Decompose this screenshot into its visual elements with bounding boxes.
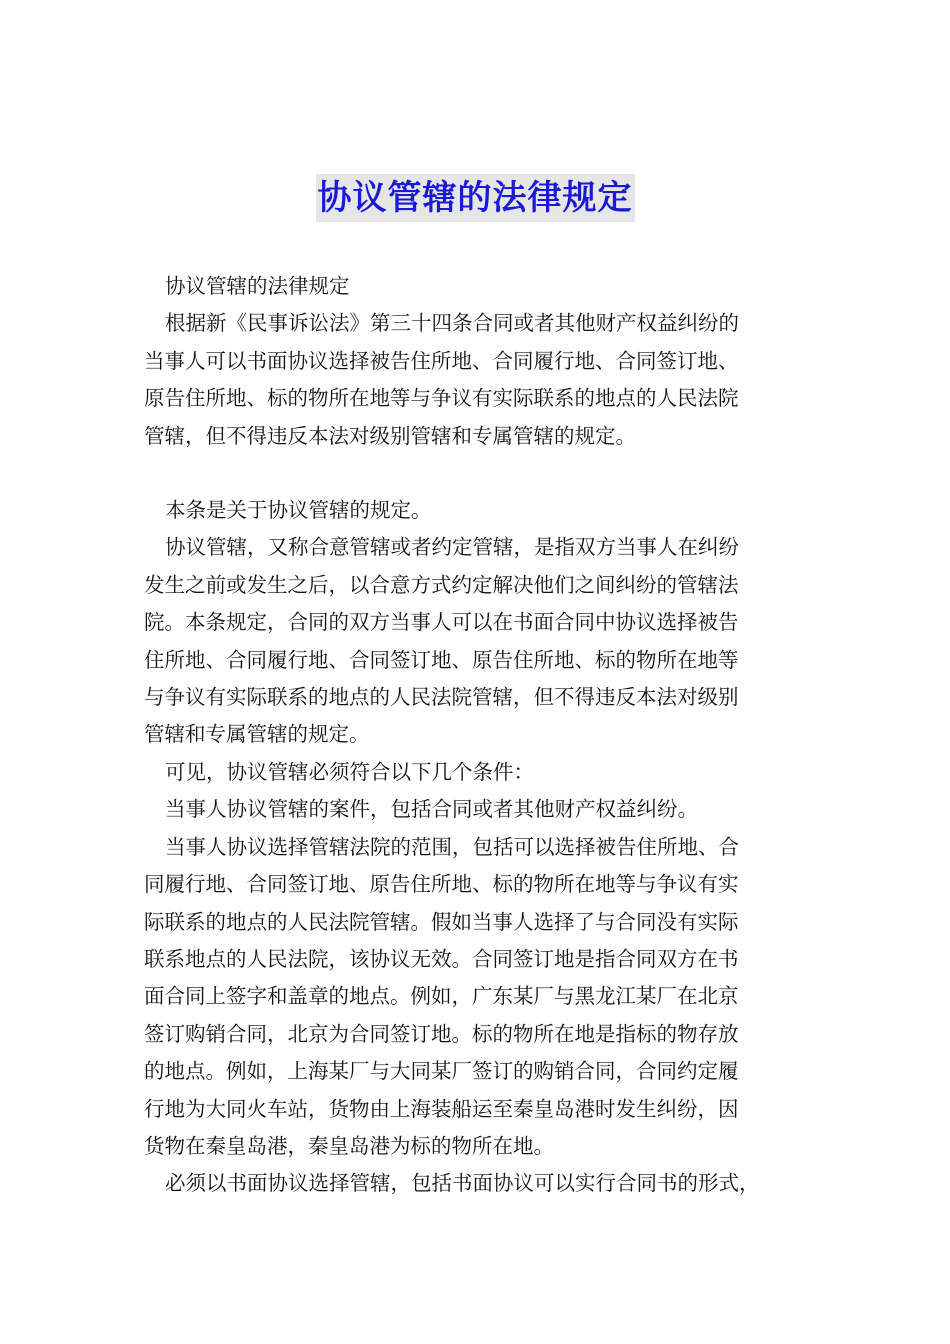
document-body	[144, 268, 812, 1203]
text-line: 协议管辖的法律规定	[165, 274, 350, 298]
text-line: 际联系的地点的人民法院管辖。假如当事人选择了与合同没有实际	[144, 909, 739, 934]
paragraph-gap	[144, 455, 812, 492]
text-line: 根据新《民事诉讼法》第三十四条合同或者其他财产权益纠纷的	[165, 311, 739, 336]
text-line: 当事人可以书面协议选择被告住所地、合同履行地、合同签订地、	[144, 348, 739, 373]
text-line: 签订购销合同，北京为合同签订地。标的物所在地是指标的物存放	[144, 1021, 739, 1046]
text-line: 面合同上签字和盖章的地点。例如，广东某厂与黑龙江某厂在北京	[144, 984, 739, 1009]
paragraph-definition	[144, 529, 812, 753]
text-line: 的地点。例如，上海某厂与大同某厂签订的购销合同，合同约定履	[144, 1059, 739, 1084]
text-line: 与争议有实际联系的地点的人民法院管辖，但不得违反本法对级别	[144, 685, 739, 710]
text-line: 住所地、合同履行地、合同签订地、原告住所地、标的物所在地等	[144, 647, 739, 672]
paragraph-heading	[144, 268, 812, 305]
text-line: 协议管辖，又称合意管辖或者约定管辖，是指双方当事人在纠纷	[165, 535, 739, 560]
text-line: 管辖和专属管辖的规定。	[144, 722, 370, 747]
text-line: 可见，协议管辖必须符合以下几个条件：	[165, 759, 534, 784]
text-line: 当事人协议管辖的案件，包括合同或者其他财产权益纠纷。	[165, 797, 698, 822]
text-line: 本条是关于协议管辖的规定。	[165, 498, 432, 523]
title-container	[0, 174, 950, 222]
text-line: 发生之前或发生之后，以合意方式约定解决他们之间纠纷的管辖法	[144, 572, 739, 597]
text-line: 管辖，但不得违反本法对级别管辖和专属管辖的规定。	[144, 423, 636, 448]
text-line: 院。本条规定，合同的双方当事人可以在书面合同中协议选择被告	[144, 610, 739, 635]
paragraph-condition-3	[144, 1165, 812, 1202]
paragraph-condition-1	[144, 791, 812, 828]
text-line: 必须以书面协议选择管辖，包括书面协议可以实行合同书的形式，	[165, 1171, 760, 1196]
text-line: 原告住所地、标的物所在地等与争议有实际联系的地点的人民法院	[144, 386, 739, 411]
paragraph-conditions	[144, 754, 812, 791]
paragraph-condition-2	[144, 829, 812, 1166]
text-line: 行地为大同火车站，货物由上海装船运至秦皇岛港时发生纠纷，因	[144, 1096, 739, 1121]
text-line: 货物在秦皇岛港，秦皇岛港为标的物所在地。	[144, 1133, 554, 1158]
text-line: 当事人协议选择管辖法院的范围，包括可以选择被告住所地、合	[165, 834, 739, 859]
document-title: 协议管辖的法律规定	[316, 174, 635, 222]
text-line: 同履行地、合同签订地、原告住所地、标的物所在地等与争议有实	[144, 872, 739, 897]
paragraph-statute	[144, 305, 812, 455]
paragraph-intro	[144, 492, 812, 529]
text-line: 联系地点的人民法院，该协议无效。合同签订地是指合同双方在书	[144, 946, 739, 971]
